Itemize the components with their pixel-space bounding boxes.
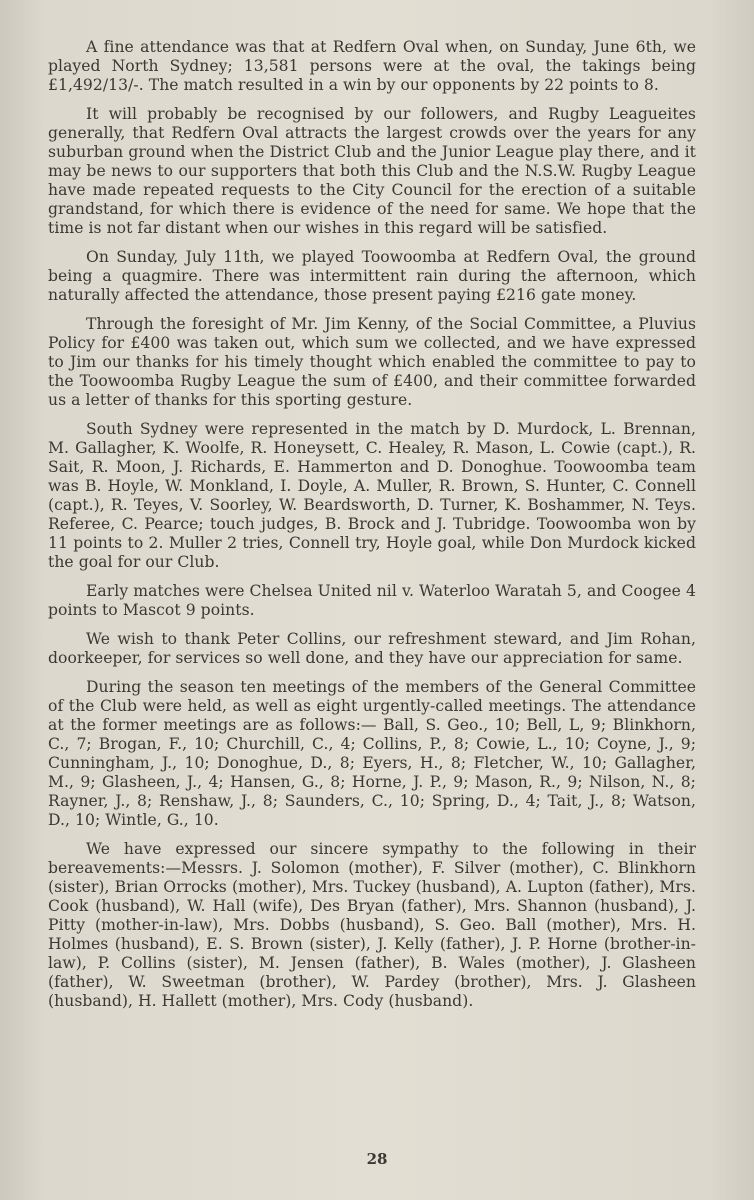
paragraph-pluvius-policy: Through the foresight of Mr. Jim Kenny, of the Social Committee, a Pluvius Policy for £400 was taken out, which sum we collected, and we have expressed to Jim our thanks for his timely thought which enabled the committee to pay to the Toowoomba Rugby League the sum of £400, and their committee forwarded us a letter of thanks for this sporting gesture.: [48, 315, 696, 409]
paragraph-redfern-attendance: A fine attendance was that at Redfern Oval when, on Sunday, June 6th, we played North Sydney; 13,581 persons were at the oval, the takings being £1,492/13/-. The match resulted in a win by our opponents by 22 points to 8.: [48, 38, 696, 94]
paragraph-bereavements: We have expressed our sincere sympathy to the following in their bereavements:—Messrs. J. Solomon (mother), F. Silver (mother), C. Blinkhorn (sister), Brian Orrocks (mother), Mrs. Tuckey (husband), A. Lupton (father), Mrs. Cook (husband), W. Hall (wife), Des Bryan (father), Mrs. Shannon (husband), J. Pitty (mother-in-law), Mrs. Dobbs (husband), S. Geo. Ball (mother), Mrs. H. Holmes (husband), E. S. Brown (sister), J. Kelly (father), J. P. Horne (brother-in-law), P. Collins (sister), M. Jensen (father), B. Wales (mother), J. Glasheen (father), W. Sweetman (brother), W. Pardey (brother), Mrs. J. Glasheen (husband), H. Hallett (mother), Mrs. Cody (husband).: [48, 840, 696, 1010]
paragraph-thanks-stewards: We wish to thank Peter Collins, our refreshment steward, and Jim Rohan, doorkeeper, for services so well done, and they have our appreciation for same.: [48, 630, 696, 667]
paragraph-team-lineups: South Sydney were represented in the match by D. Murdock, L. Brennan, M. Gallagher, K. Woolfe, R. Honeysett, C. Healey, R. Mason, L. Cowie (capt.), R. Sait, R. Moon, J. Richards, E. Hammerton and D. Donoghue. Toowoomba team was B. Hoyle, W. Monkland, I. Doyle, A. Muller, R. Brown, S. Hunter, C. Connell (capt.), R. Teyes, V. Soorley, W. Beardsworth, D. Turner, K. Boshammer, N. Teys. Referee, C. Pearce; touch judges, B. Brock and J. Tubridge. Toowoomba won by 11 points to 2. Muller 2 tries, Connell try, Hoyle goal, while Don Murdock kicked the goal for our Club.: [48, 420, 696, 571]
paragraph-meeting-attendance: During the season ten meetings of the members of the General Committee of the Club were held, as well as eight urgently-called meetings. The attendance at the former meetings are as follows:— Ball, S. Geo., 10; Bell, L, 9; Blinkhorn, C., 7; Brogan, F., 10; Churchill, C., 4; Collins, P., 8; Cowie, L., 10; Coyne, J., 9; Cunningham, J., 10; Donoghue, D., 8; Eyers, H., 8; Fletcher, W., 10; Gallagher, M., 9; Glasheen, J., 4; Hansen, G., 8; Horne, J. P., 9; Mason, R., 9; Nilson, N., 8; Rayner, J., 8; Renshaw, J., 8; Saunders, C., 10; Spring, D., 4; Tait, J., 8; Watson, D., 10; Wintle, G., 10.: [48, 678, 696, 829]
page-number: 28: [366, 1150, 388, 1168]
paragraph-early-matches: Early matches were Chelsea United nil v. Waterloo Waratah 5, and Coogee 4 points to Mascot 9 points.: [48, 582, 696, 619]
paragraph-toowoomba-match: On Sunday, July 11th, we played Toowoomba at Redfern Oval, the ground being a quagmire. There was intermittent rain during the afternoon, which naturally affected the attendance, those present paying £216 gate money.: [48, 248, 696, 304]
paragraph-grandstand-request: It will probably be recognised by our followers, and Rugby Leagueites generally, that Redfern Oval attracts the largest crowds over the years for any suburban ground when the District Club and the Junior League play there, and it may be news to our supporters that both this Club and the N.S.W. Rugby League have made repeated requests to the City Council for the erection of a suitable grandstand, for which there is evidence of the need for same. We hope that the time is not far distant when our wishes in this regard will be satisfied.: [48, 105, 696, 237]
